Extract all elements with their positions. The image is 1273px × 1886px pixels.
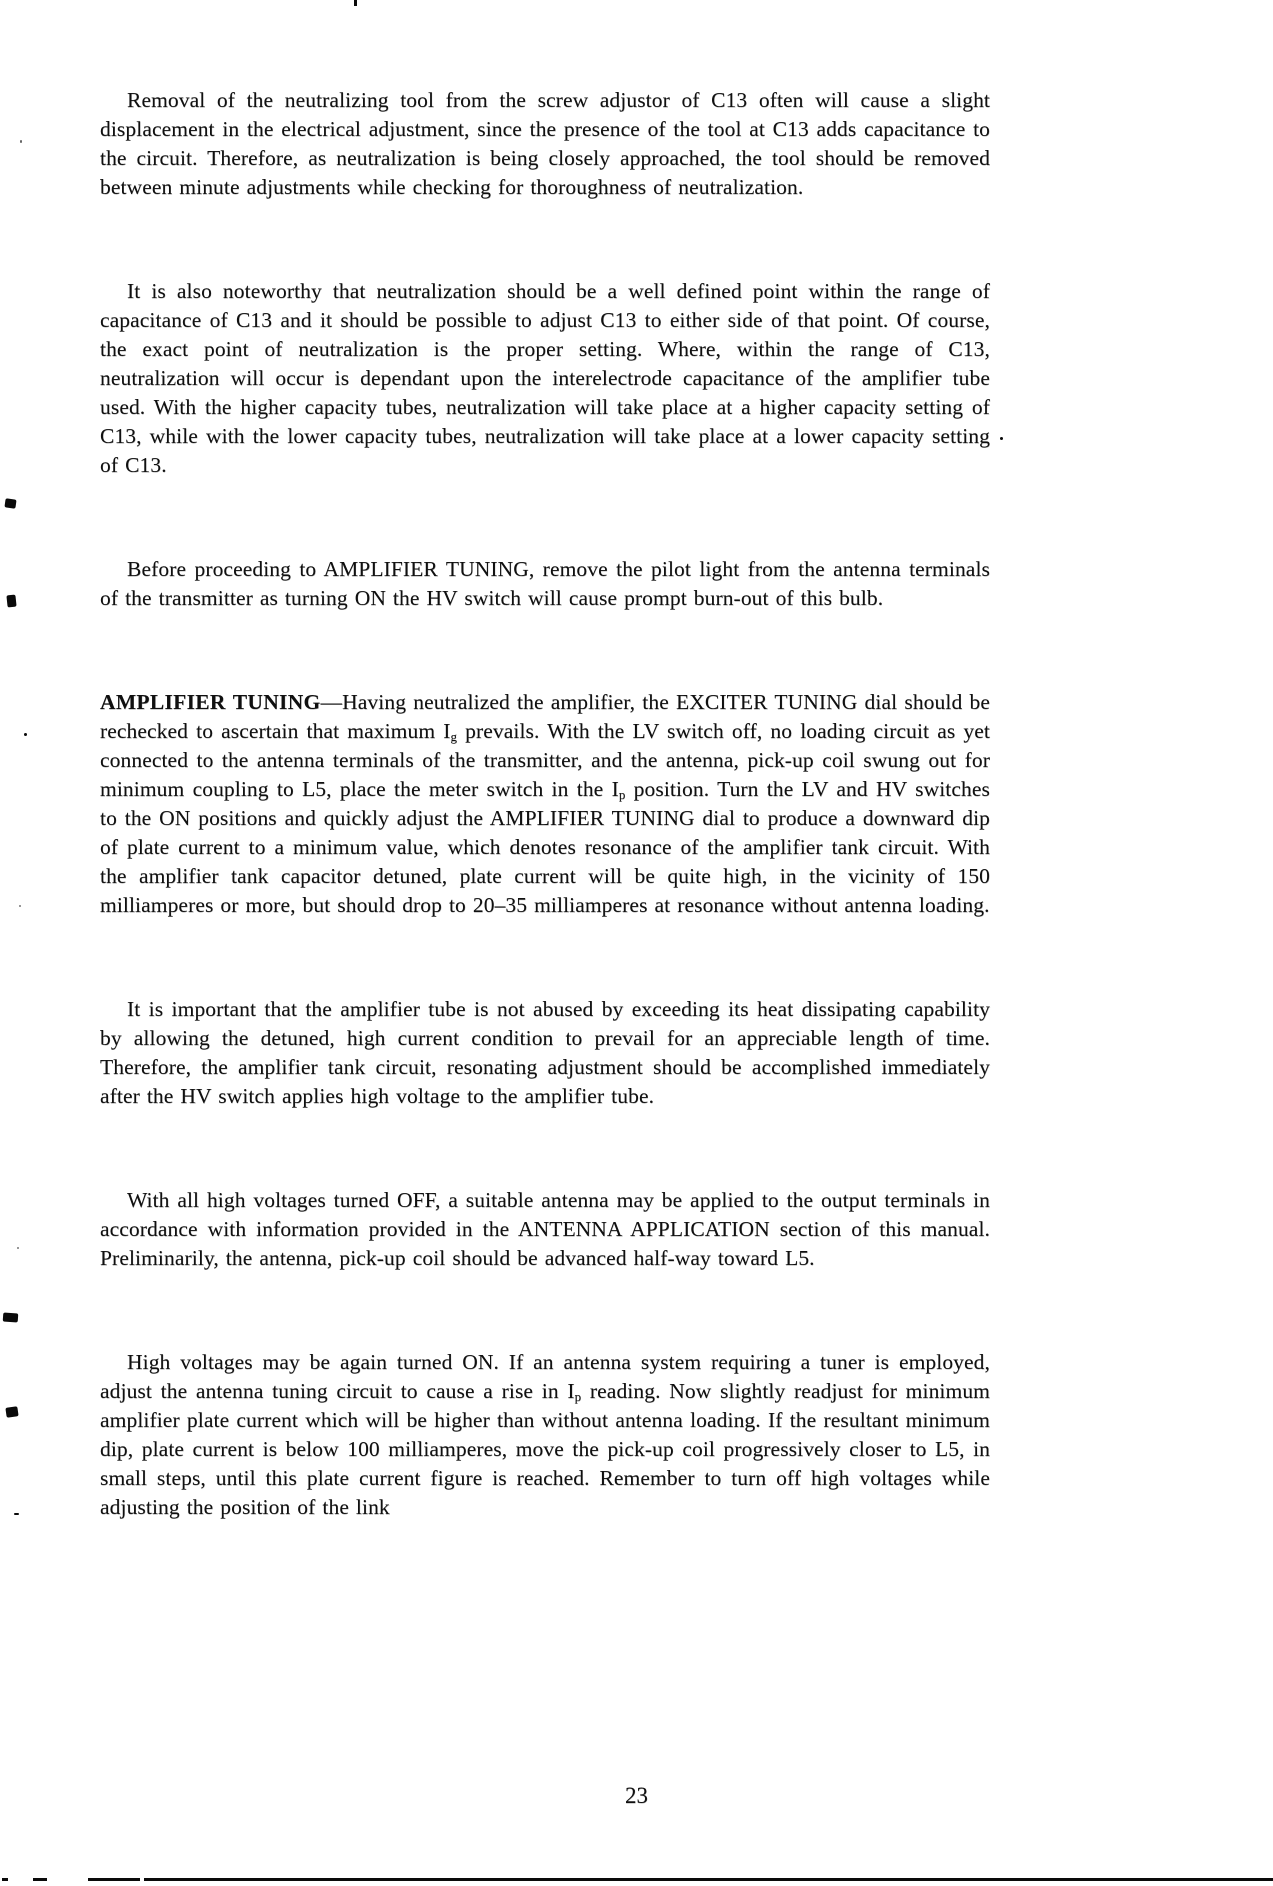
para-amplifier-tuning: AMPLIFIER TUNING—Having neutralized the amplifier, the EXCITER TUNING dial should be rechecked to ascertain that maximum $I_g$ prevails. With the LV switch off, no loading circuit as yet connected to the antenna terminals of the transmitter, and the antenna, pick-up coil swung out for minimum coupling to L5, place the meter switch in the $I_p$ position. Turn the LV and HV switches to the ON positions and quickly adjust the AMPLIFIER TUNING dial to produce a downward dip of plate current to a minimum value, which denotes resonance of the amplifier tank circuit. With the amplifier tank capacitor detuned, plate current will be quite high, in the vicinity of 150 milliamperes or more, but should drop to 20–35 milliamperes at resonance without antenna loading. [100, 690, 990, 917]
page-bottom-rule-dash [2, 1878, 8, 1881]
ink-speck [1000, 437, 1003, 440]
para-antenna-application: With all high voltages turned OFF, a suitable antenna may be applied to the output terminals in accordance with information provided in the ANTENNA APPLICATION section of this manual. Preliminarily, the antenna, pick-up coil should be advanced half-way toward L5. [100, 1188, 990, 1270]
ink-speck [24, 733, 27, 736]
para-neutralization-point: It is also noteworthy that neutralization should be a well defined point within the range of capacitance of C13 and it should be possible to adjust C13 to either side of that point. Of course, the exact point of neutralization is the proper setting. Where, within the range of C13, neutralization will occur is dependant upon the interelectrode capacitance of the amplifier tube used. With the higher capacity tubes, neutralization will take place at a higher capacity setting of C13, while with the lower capacity tubes, neutralization will take place at a lower capacity setting of C13. [100, 279, 990, 477]
para-neutralizing-tool-removal: Removal of the neutralizing tool from the screw adjustor of C13 often will cause a slight displacement in the electrical adjustment, since the presence of the tool at C13 adds capacitance to the circuit. Therefore, as neutralization is being closely approached, the tool should be removed between minute adjustments while checking for thoroughness of neutralization. [100, 88, 990, 199]
ink-speck [20, 140, 22, 143]
ink-speck [14, 1513, 19, 1515]
document-body [100, 86, 990, 1597]
page-bottom-rule-dash [88, 1878, 140, 1881]
para-amplifier-tube-caution: It is important that the amplifier tube is not abused by exceeding its heat dissipating capability by allowing the detuned, high current condition to prevail for an appreciable length of time. Therefore, the amplifier tank circuit, resonating adjustment should be accomplished immediately after the HV switch applies high voltage to the amplifier tube. [100, 997, 990, 1108]
ink-speck [6, 595, 16, 608]
amplifier-tuning-heading: AMPLIFIER TUNING [100, 690, 321, 714]
scan-artifact-top-tick [354, 0, 357, 6]
para-pilot-light-warning: Before proceeding to AMPLIFIER TUNING, remove the pilot light from the antenna terminals of the transmitter as turning ON the HV switch will cause prompt burn-out of this bulb. [100, 557, 990, 610]
ink-speck [17, 1247, 19, 1249]
para-high-voltages-on: High voltages may be again turned ON. If an antenna system requiring a tuner is employed, adjust the antenna tuning circuit to cause a rise in $I_p$ reading. Now slightly readjust for minimum amplifier plate current which will be higher than without antenna loading. If the resultant minimum dip, plate current is below 100 milliamperes, move the pick-up coil progressively closer to L5, in small steps, until this plate current figure is reached. Remember to turn off high voltages while adjusting the position of the link [100, 1350, 990, 1519]
page-bottom-rule [144, 1878, 1273, 1881]
ink-speck [19, 905, 21, 907]
page-number: 23 [625, 1783, 648, 1808]
ink-speck [4, 498, 16, 508]
page-bottom-rule-dash [33, 1878, 47, 1881]
ink-speck [3, 1312, 19, 1322]
ink-speck [5, 1406, 18, 1418]
